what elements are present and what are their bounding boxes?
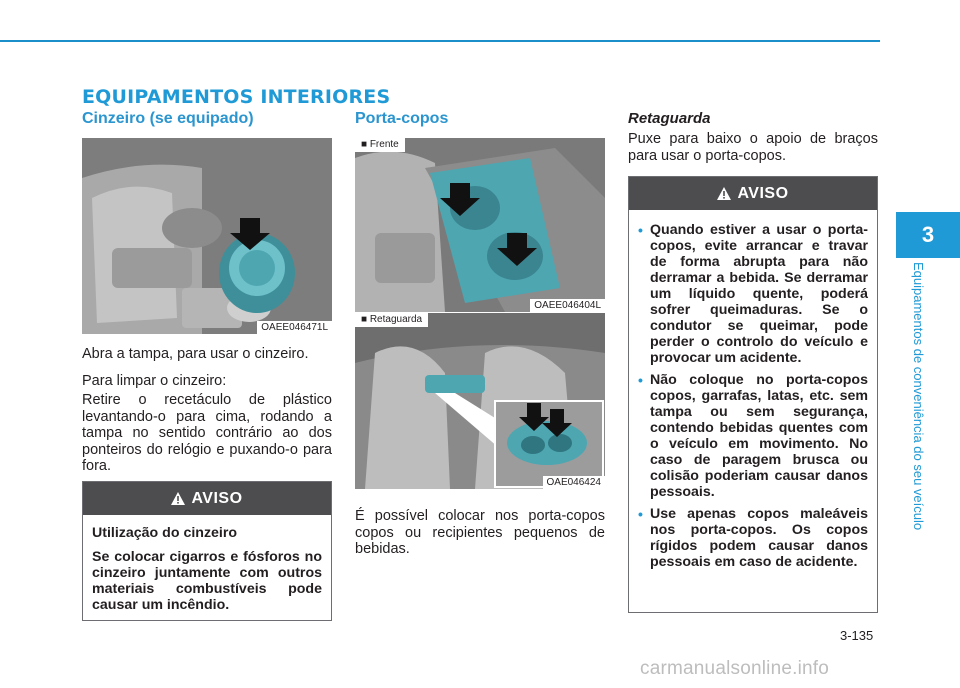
ashtray-warning-title: Utilização do cinzeiro [92,525,238,541]
rear-cupholder-photo [355,313,605,489]
ashtray-warning-box [82,481,332,621]
chapter-title: Equipamentos de conveniência do seu veículo [911,262,926,531]
cupholder-heading: Porta-copos [355,110,449,127]
cupholder-text: É possível colocar nos porta-copos copos ou recipientes pequenos de bebidas. [355,508,605,557]
warning-item: • Não coloque no porta-copos copos, garrafas, latas, etc. sem tampa ou sem segurança, contendo bebidas quentes com o veículo em movimento. No caso de paragem brusca ou colisão poderiam causar danos pessoais. [638,372,868,500]
ashtray-warning-label: AVISO [191,489,243,507]
chapter-number-tab: 3 [896,212,960,258]
front-cupholder-illustration [355,138,605,312]
rear-text: Puxe para baixo o apoio de braços para usar o porta-copos. [628,131,878,164]
ashtray-open-text: Abra a tampa, para usar o cinzeiro. [82,346,309,362]
rear-cupholder-illustration [355,313,605,489]
front-cupholder-photo [355,138,605,312]
warning-triangle-icon [171,492,185,505]
chapter-title-vertical [911,262,934,562]
rear-image-code: OAE046424 [543,476,606,489]
ashtray-illustration [82,138,332,334]
warning-triangle-icon [717,187,731,200]
cupholder-warning-header [629,177,877,210]
ashtray-heading: Cinzeiro (se equipado) [82,110,254,127]
ashtray-image-code: OAEE046471L [257,321,332,334]
warning-item: • Use apenas copos maleáveis nos porta-copos. Os copos rígidos podem causar danos pessoais em caso de acidente. [638,506,868,570]
front-tag: ■ Frente [355,138,405,152]
cupholder-warning-list [638,222,868,570]
ashtray-photo [82,138,332,334]
top-rule [0,40,880,42]
rear-heading: Retaguarda [628,110,711,127]
ashtray-clean-text: Para limpar o cinzeiro: [82,373,227,389]
front-image-code: OAEE046404L [530,299,605,312]
ashtray-warning-header [83,482,331,515]
cupholder-warning-label: AVISO [737,184,789,202]
cupholder-warning-box [628,176,878,613]
watermark: carmanualsonline.info [640,658,830,679]
ashtray-warning-text: Se colocar cigarros e fósforos no cinzeiro juntamente com outros materiais combustíveis pode causar um incêndio. [92,549,322,613]
page-number: 3-135 [840,628,874,643]
warning-item: • Quando estiver a usar o porta-copos, evite arrancar e travar de forma abrupta para não derramar a bebida. Se derramar um líquido quente, poderá sofrer queimaduras. Se o condutor se queimar, pode perder o controlo do veículo e provocar um acidente. [638,222,868,366]
rear-tag: ■ Retaguarda [355,313,428,327]
ashtray-instructions: Retire o recetáculo de plástico levantando-o para cima, rodando a tampa no sentido contrário ao dos ponteiros do relógio e puxando-o para fora. [82,392,332,474]
section-title: EQUIPAMENTOS INTERIORES [82,86,391,108]
